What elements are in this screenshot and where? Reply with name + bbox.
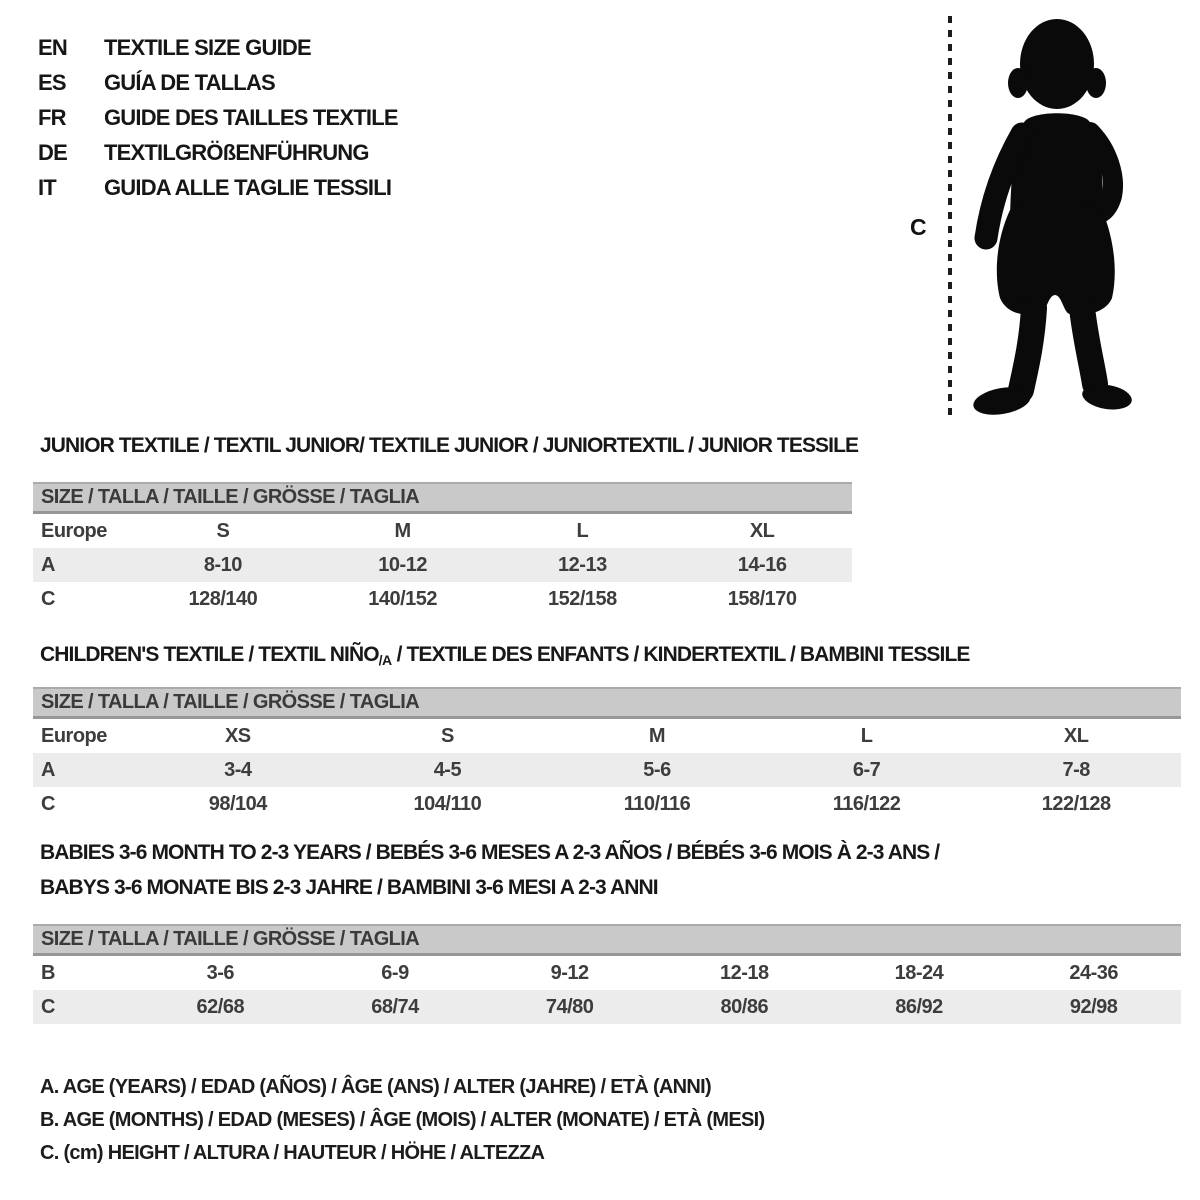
table-cell: 6-9 [381,961,409,984]
children-title-post: / TEXTILE DES ENFANTS / KINDERTEXTIL / BAMBINI TESSILE [391,643,970,666]
table-cell: L [576,519,589,542]
table-cell: 12-18 [720,961,769,984]
guide-title: GUIDA ALLE TAGLIE TESSILI [104,174,392,200]
row-label: Europe [41,724,107,747]
row-label: C [41,995,55,1018]
language-row [38,135,398,170]
table-cell: M [394,519,411,542]
language-code: EN [38,34,67,60]
table-cell: 14-16 [737,553,787,576]
language-row [38,100,398,135]
table-row-age [33,548,852,582]
size-header-band: SIZE / TALLA / TAILLE / GRÖSSE / TAGLIA [33,482,852,514]
table-row-height [33,787,1181,821]
row-label: C [41,587,55,610]
row-label: A [41,758,55,781]
guide-title: GUIDE DES TAILLES TEXTILE [104,104,398,130]
table-cell: 62/68 [196,995,245,1018]
table-row-europe [33,719,1181,753]
note-age-years: A. AGE (YEARS) / EDAD (AÑOS) / ÂGE (ANS) / ALTER (JAHRE) / ETÀ (ANNI) [40,1076,711,1098]
table-cell: M [648,724,666,747]
babies-section-title-line2: BABYS 3-6 MONATE BIS 2-3 JAHRE / BAMBINI 3-6 MESI A 2-3 ANNI [40,876,658,899]
table-cell: 10-12 [378,553,427,576]
guide-title: TEXTILGRÖßENFÜHRUNG [104,139,369,165]
table-cell: XS [224,724,251,747]
table-row-height [33,990,1181,1024]
children-section-title [40,643,970,668]
table-cell: 158/170 [727,587,797,610]
language-code: IT [38,174,56,200]
toddler-silhouette-icon [962,12,1142,420]
table-row-age-months [33,956,1181,990]
junior-section-title: JUNIOR TEXTILE / TEXTIL JUNIOR/ TEXTILE JUNIOR / JUNIORTEXTIL / JUNIOR TESSILE [40,434,859,457]
height-measure-label: C [910,214,927,240]
table-cell: XL [749,519,775,542]
row-label: B [41,961,55,984]
table-cell: 110/116 [623,792,691,815]
language-row [38,65,398,100]
row-label: C [41,792,55,815]
table-cell: 92/98 [1069,995,1118,1018]
note-height-cm: C. (cm) HEIGHT / ALTURA / HAUTEUR / HÖHE / ALTEZZA [40,1142,545,1164]
table-cell: 18-24 [894,961,944,984]
language-code: DE [38,139,67,165]
language-row [38,170,398,205]
table-cell: 104/110 [413,792,482,815]
table-cell: 7-8 [1062,758,1090,781]
junior-size-table [33,482,852,616]
table-cell: S [216,519,230,542]
table-cell: 122/128 [1041,792,1111,815]
table-cell: 80/86 [720,995,769,1018]
children-size-table [33,687,1181,821]
height-measure-dashed-line [948,16,952,416]
size-header-band: SIZE / TALLA / TAILLE / GRÖSSE / TAGLIA [33,687,1181,719]
table-cell: L [860,724,873,747]
note-age-months: B. AGE (MONTHS) / EDAD (MESES) / ÂGE (MOIS) / ALTER (MONATE) / ETÀ (MESI) [40,1109,765,1131]
table-cell: 86/92 [895,995,943,1018]
table-cell: 116/122 [832,792,901,815]
guide-title: TEXTILE SIZE GUIDE [104,34,311,60]
table-cell: 8-10 [203,553,242,576]
babies-section-title-line1: BABIES 3-6 MONTH TO 2-3 YEARS / BEBÉS 3-6 MESES A 2-3 AÑOS / BÉBÉS 3-6 MOIS À 2-3 ANS / [40,841,940,864]
table-cell: 4-5 [433,758,462,781]
language-header [38,30,398,205]
row-label: Europe [41,519,107,542]
table-cell: 98/104 [208,792,267,815]
table-cell: 5-6 [643,758,671,781]
table-cell: 24-36 [1069,961,1118,984]
children-title-sub: /A [378,652,392,668]
table-cell: XL [1063,724,1089,747]
table-cell: 68/74 [371,995,419,1018]
table-cell: 6-7 [852,758,881,781]
legend-notes [40,1071,764,1170]
language-code: ES [38,69,66,95]
table-row-height [33,582,852,616]
table-cell: 3-6 [206,961,235,984]
table-cell: 74/80 [545,995,594,1018]
table-cell: 9-12 [550,961,589,984]
guide-title: GUÍA DE TALLAS [104,69,275,95]
children-title-pre: CHILDREN'S TEXTILE / TEXTIL NIÑO [40,643,379,666]
table-cell: S [440,724,454,747]
language-row [38,30,398,65]
table-cell: 128/140 [188,587,258,610]
babies-size-table [33,924,1181,1024]
size-header-band: SIZE / TALLA / TAILLE / GRÖSSE / TAGLIA [33,924,1181,956]
table-cell: 152/158 [547,587,617,610]
table-cell: 140/152 [368,587,438,610]
table-cell: 12-13 [558,553,607,576]
language-code: FR [38,104,66,130]
table-cell: 3-4 [224,758,252,781]
table-row-europe [33,514,852,548]
row-label: A [41,553,55,576]
table-row-age [33,753,1181,787]
